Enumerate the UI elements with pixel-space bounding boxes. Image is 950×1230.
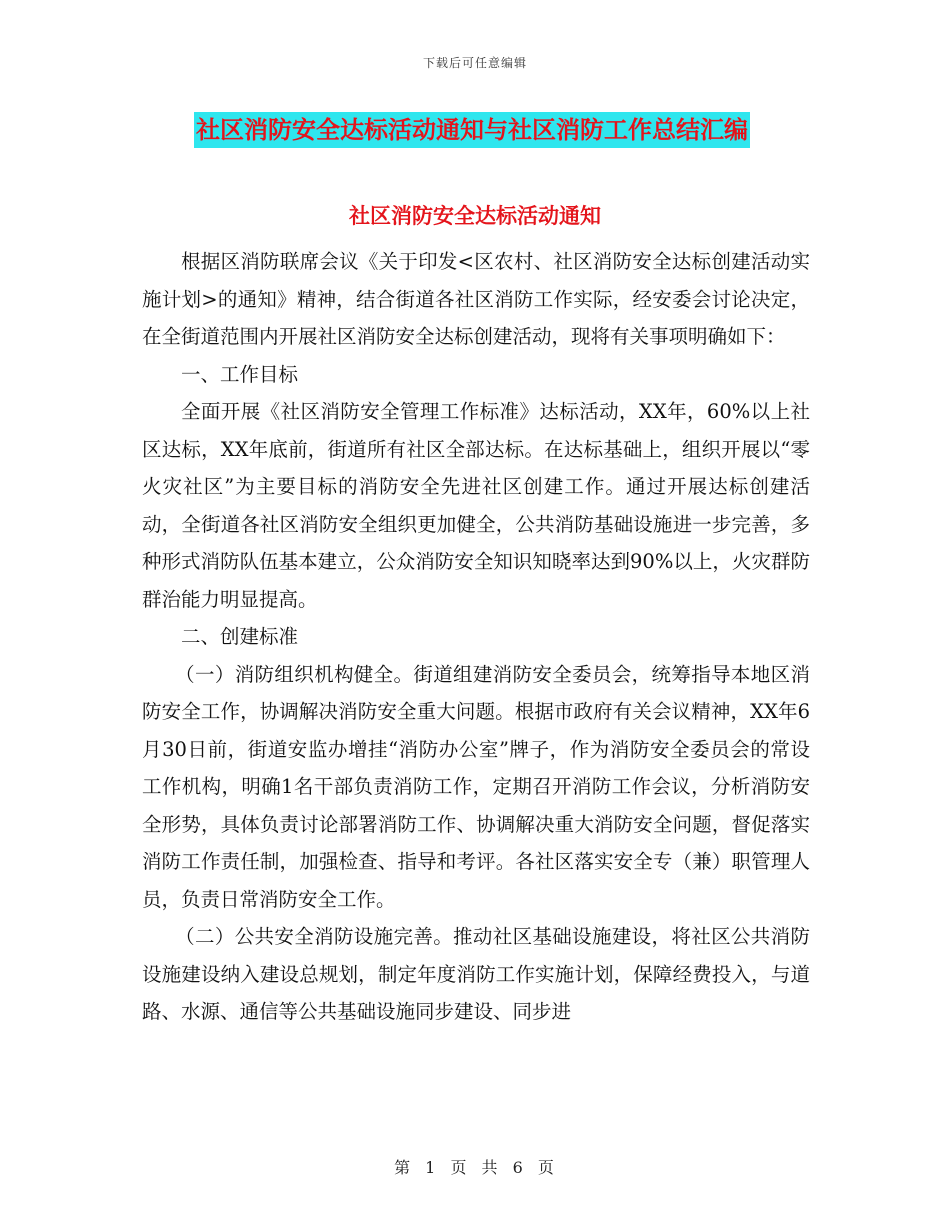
body-paragraph-standard-2: （二）公共安全消防设施完善。推动社区基础设施建设，将社区公共消防设施建设纳入建设总规划，制定年度消防工作实施计划，保障经费投入，与道路、水源、通信等公共基础设施同步建设、同步进 — [142, 925, 810, 1023]
header-note: 下载后可任意编辑 — [422, 56, 527, 70]
heading-work-goal: 一、工作目标 — [181, 362, 299, 386]
heading-standards: 二、创建标准 — [181, 625, 299, 648]
section-title: 社区消防安全达标活动通知 — [349, 203, 601, 228]
body-paragraph-goal: 全面开展《社区消防安全管理工作标准》达标活动，XX年，60%以上社区达标，XX年底前，街道所有社区全部达标。在达标基础上，组织开展以“零火灾社区”为主要目标的消防安全先进社区创建工作。通过开展达标创建活动，全街道各社区消防安全组织更加健全，公共消防基础设施进一步完善，多种形式消防队伍基本建立，公众消防安全知识知晓率达到90%以上，火灾群防群治能力明显提高。 — [142, 400, 810, 611]
page-number-footer: 第 1 页 共 6 页 — [394, 1158, 556, 1177]
document-main-title: 社区消防安全达标活动通知与社区消防工作总结汇编 — [194, 112, 750, 148]
body-paragraph-standard-1: （一）消防组织机构健全。街道组建消防安全委员会，统筹指导本地区消防安全工作，协调解决消防安全重大问题。根据市政府有关会议精神，XX年6月30日前，街道安监办增挂“消防办公室”牌子，作为消防安全委员会的常设工作机构，明确1名干部负责消防工作，定期召开消防工作会议，分析消防安全形势，具体负责讨论部署消防工作、协调解决重大消防安全问题，督促落实消防工作责任制，加强检查、指导和考评。各社区落实安全专（兼）职管理人员，负责日常消防安全工作。 — [142, 662, 810, 911]
document-body — [142, 243, 810, 1031]
body-paragraph-intro: 根据区消防联席会议《关于印发<区农村、社区消防安全达标创建活动实施计划>的通知》精神，结合街道各社区消防工作实际，经安委会讨论决定，在全街道范围内开展社区消防安全达标创建活动，现将有关事项明确如下： — [142, 250, 810, 348]
